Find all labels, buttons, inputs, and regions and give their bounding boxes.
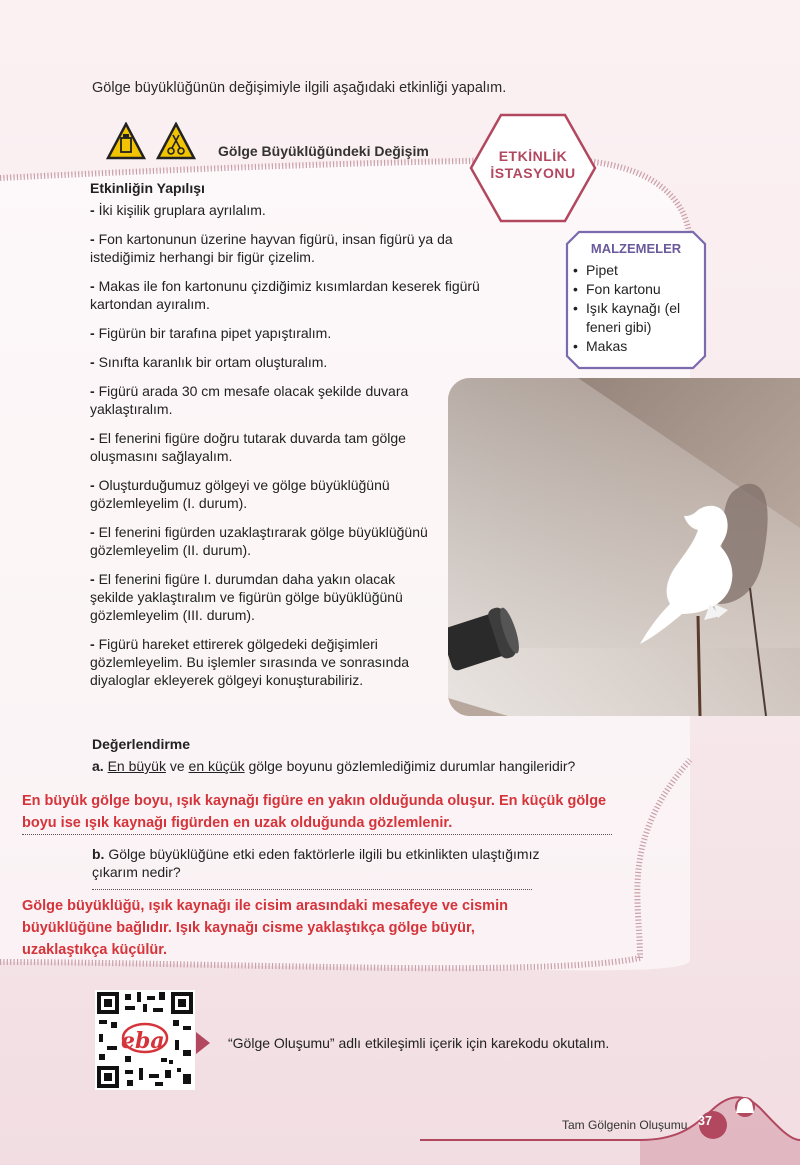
procedure-step: - İki kişilik gruplara ayrılalım. (90, 202, 266, 218)
material-item: • Fon kartonu (573, 280, 703, 299)
procedure-step: - El fenerini figüre I. durumdan daha yakın olacak şekilde yaklaştıralım ve figürün gölge büyüklüğünü gözlemleyelim (III. durum). (90, 571, 403, 623)
procedure-step: - Figürün bir tarafına pipet yapıştıralım. (90, 325, 332, 341)
materials-list (573, 261, 703, 356)
bird-shadow-photo (448, 378, 800, 716)
procedure-step: - Figürü arada 30 cm mesafe olacak şekilde duvara yaklaştıralım. (90, 383, 409, 417)
procedure-step: - El fenerini figürden uzaklaştırarak gölge büyüklüğünü gözlemleyelim (II. durum). (90, 524, 428, 558)
materials-title: MALZEMELER (590, 241, 682, 256)
bird-shadow-illustration (448, 378, 800, 716)
procedure-step: - Sınıfta karanlık bir ortam oluşturalım. (90, 354, 328, 370)
material-item: • Makas (573, 337, 703, 356)
material-item: • Işık kaynağı (el feneri gibi) (573, 299, 703, 337)
page-number: 37 (698, 1114, 712, 1128)
material-item: • Pipet (573, 261, 703, 280)
answer-line (92, 888, 532, 890)
procedure-step: - Oluşturduğumuz gölgeyi ve gölge büyüklüğünü gözlemleyelim (I. durum). (90, 477, 390, 511)
procedure-step: - Fon kartonunun üzerine hayvan figürü, insan figürü ya da istediğimiz herhangi bir figür çizelim. (90, 231, 453, 265)
procedure-step: - Figürü hareket ettirerek gölgedeki değişimleri gözlemleyelim. Bu işlemler sırasında ve sonrasında diyaloglar ekleyerek gölgeyi konuşturabiliriz. (90, 636, 410, 688)
caution-scissors-icon (156, 122, 196, 160)
question-b: b. Gölge büyüklüğüne etki eden faktörlerle ilgili bu etkinlikten ulaştığımız çıkarım nedir? (92, 846, 540, 880)
footer-section-title: Tam Gölgenin Oluşumu (562, 1118, 688, 1132)
intro-text: Gölge büyüklüğünün değişimiyle ilgili aşağıdaki etkinliği yapalım. (92, 80, 507, 96)
station-label (468, 148, 598, 182)
station-line-2: İSTASYONU (490, 165, 576, 181)
procedure-step: - El fenerini figüre doğru tutarak duvarda tam gölge oluşmasını sağlayalım. (90, 430, 406, 464)
station-line-1: ETKİNLİK (498, 148, 568, 164)
procedure-heading: Etkinliğin Yapılışı (90, 180, 205, 196)
question-a: a. En büyük ve en küçük gölge boyunu gözlemlediğimiz durumlar hangileridir? (92, 758, 576, 774)
evaluation-heading: Değerlendirme (92, 736, 191, 752)
eba-logo: eba (121, 1028, 165, 1054)
evaluation-section (92, 735, 612, 775)
answer-b: Gölge büyüklüğü, ışık kaynağı ile cisim arasındaki mesafeye ve cismin büyüklüğüne bağlıdır. Işık kaynağı cisme yaklaştıkça gölge büyür, uzaklaştıkça küçülür. (22, 898, 508, 958)
arrow-icon (196, 1032, 212, 1054)
activity-title: Gölge Büyüklüğündeki Değişim (218, 143, 429, 159)
procedure-section (90, 179, 510, 700)
qr-caption: “Gölge Oluşumu” adlı etkileşimli içerik için karekodu okutalım. (228, 1035, 610, 1051)
caution-glue-icon (106, 122, 146, 160)
procedure-step: - Makas ile fon kartonunu çizdiğimiz kısımlardan keserek figürü kartondan ayıralım. (90, 278, 480, 312)
answer-a: En büyük gölge boyu, ışık kaynağı figüre en yakın olduğunda oluşur. En küçük gölge boyu ise ışık kaynağı figürden en uzak olduğunda gözlemlenir. (22, 790, 612, 835)
